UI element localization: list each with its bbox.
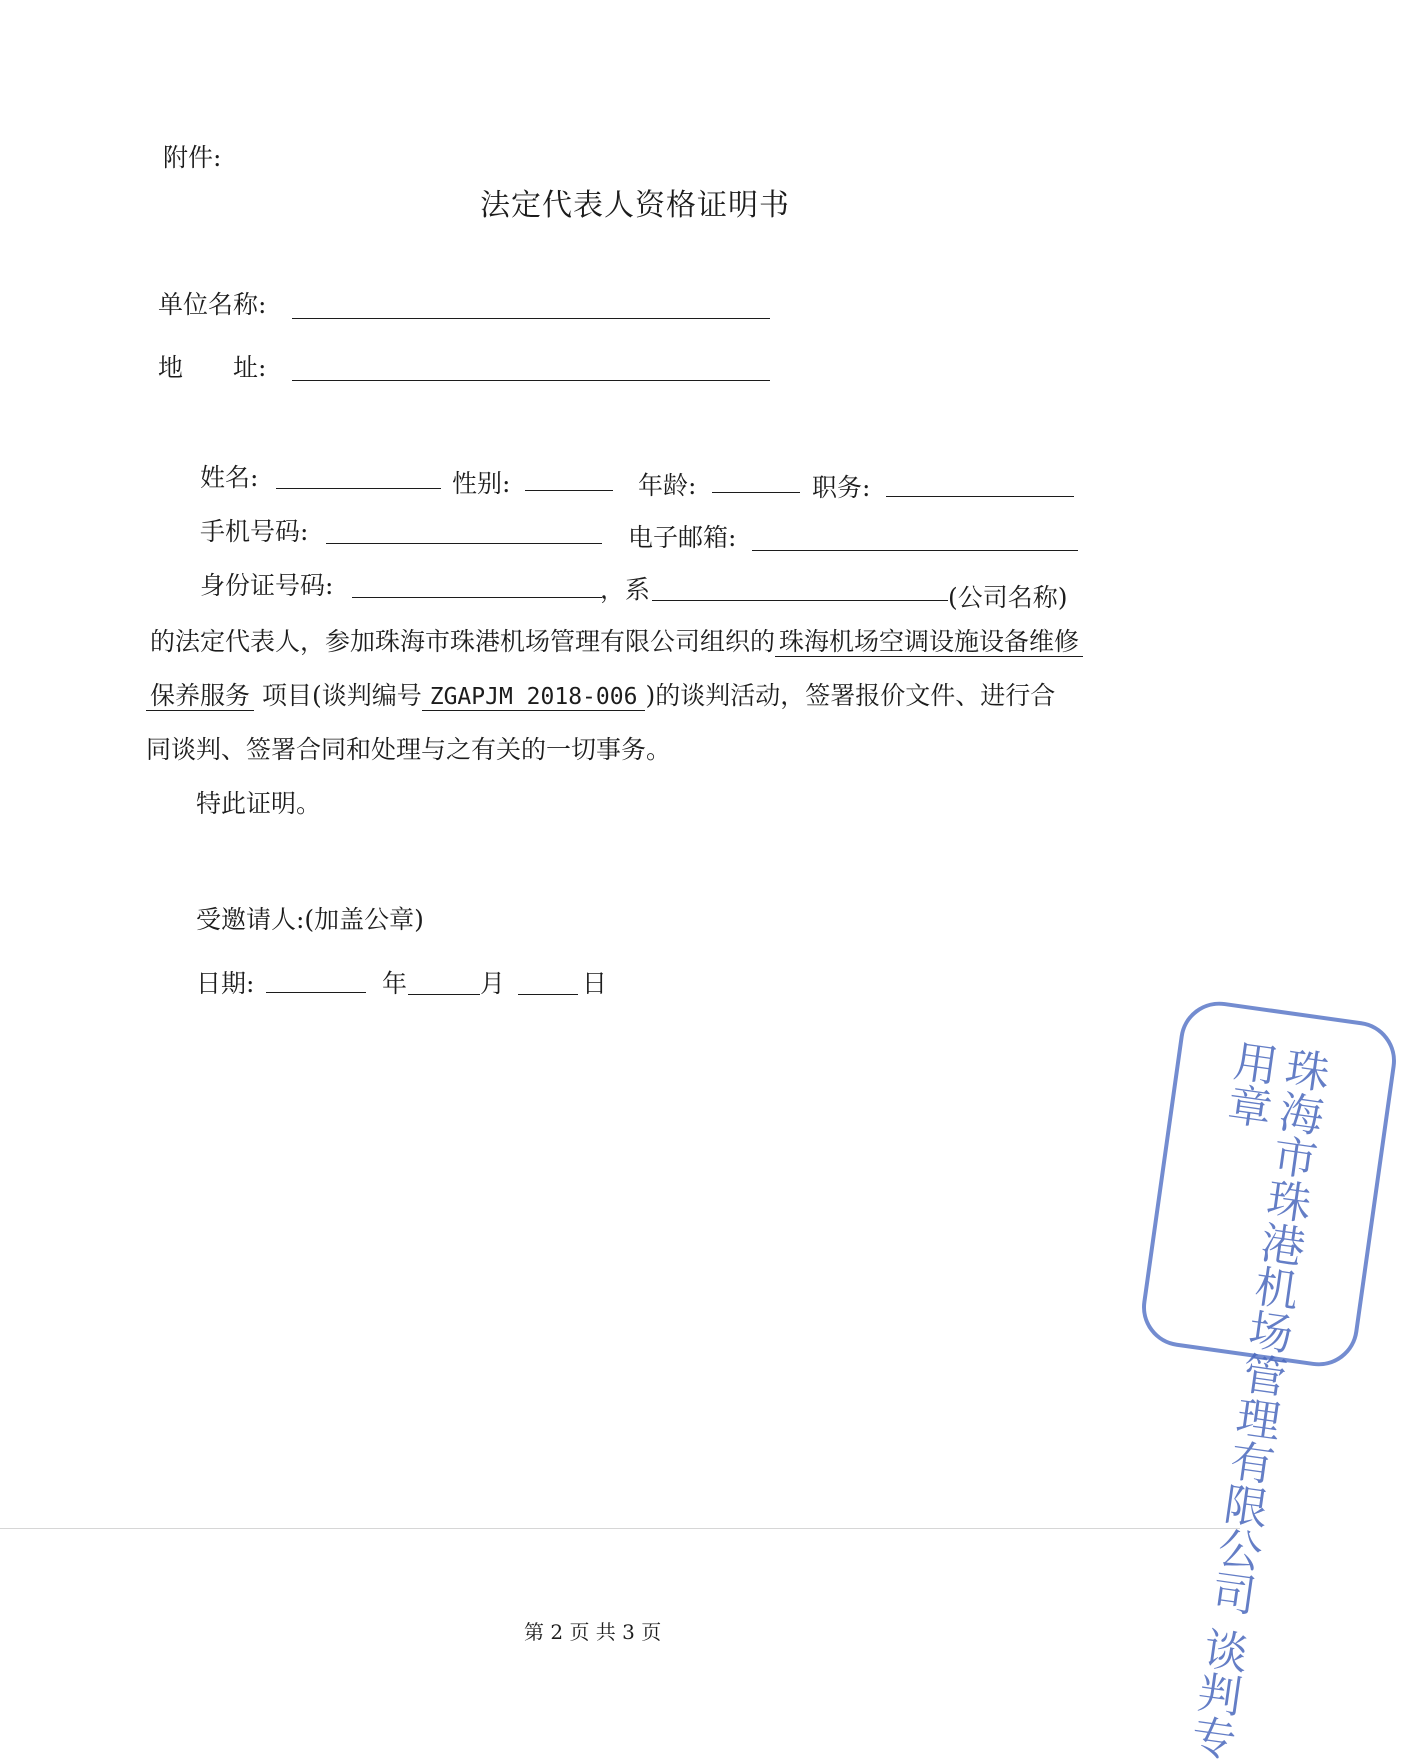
attachment-label: 附件: [163, 143, 222, 172]
paragraph-line-2-suffix: )的谈判活动，签署报价文件、进行合 [645, 681, 1056, 710]
date-label: 日期: [196, 969, 255, 998]
company-name-label: (公司名称) [948, 583, 1068, 612]
paragraph-line-3: 同谈判、签署合同和处理与之有关的一切事务。 [146, 735, 672, 764]
paragraph-line-1 [150, 622, 1083, 658]
phone-field[interactable] [326, 543, 602, 544]
phone-label: 手机号码: [200, 517, 309, 546]
certify-statement: 特此证明。 [196, 789, 322, 818]
day-field[interactable] [518, 994, 578, 995]
project-name-part-2: 保养服务 [146, 681, 254, 711]
project-name-part-1: 珠海机场空调设施设备维修 [775, 627, 1083, 657]
document-title: 法定代表人资格证明书 [480, 188, 790, 223]
id-connector: ，系 [600, 575, 651, 604]
position-field[interactable] [886, 496, 1074, 497]
paragraph-line-1-prefix: 的法定代表人，参加珠海市珠港机场管理有限公司组织的 [150, 627, 776, 656]
year-field[interactable] [266, 992, 366, 993]
paragraph-line-2 [146, 676, 1055, 712]
name-label: 姓名: [200, 463, 259, 492]
year-label: 年 [382, 969, 408, 998]
project-label: 项目(谈判编号 [261, 681, 422, 710]
invitee-label: 受邀请人:(加盖公章) [196, 905, 424, 934]
day-label: 日 [582, 969, 608, 998]
month-label: 月 [480, 969, 506, 998]
age-field[interactable] [712, 492, 800, 493]
name-field[interactable] [276, 488, 441, 489]
address-label: 地 址: [158, 353, 267, 382]
gender-field[interactable] [525, 490, 613, 491]
email-label: 电子邮箱: [628, 523, 737, 552]
footer-divider [0, 1528, 1240, 1529]
position-label: 职务: [812, 473, 871, 502]
address-field[interactable] [292, 380, 770, 381]
gender-label: 性别: [452, 469, 511, 498]
id-label: 身份证号码: [200, 571, 334, 600]
month-field[interactable] [408, 994, 480, 995]
age-label: 年龄: [638, 471, 697, 500]
email-field[interactable] [752, 550, 1078, 551]
id-number-field[interactable] [352, 597, 602, 598]
company-name-field[interactable] [652, 600, 948, 601]
unit-name-label: 单位名称: [158, 290, 267, 319]
unit-name-field[interactable] [292, 318, 770, 319]
project-number: ZGAPJM 2018-006 [422, 684, 646, 711]
seal-text: 珠海市珠港机场管理有限公司 谈判专用章 [1181, 1036, 1332, 1762]
page-number: 第 2 页 共 3 页 [524, 1620, 662, 1644]
